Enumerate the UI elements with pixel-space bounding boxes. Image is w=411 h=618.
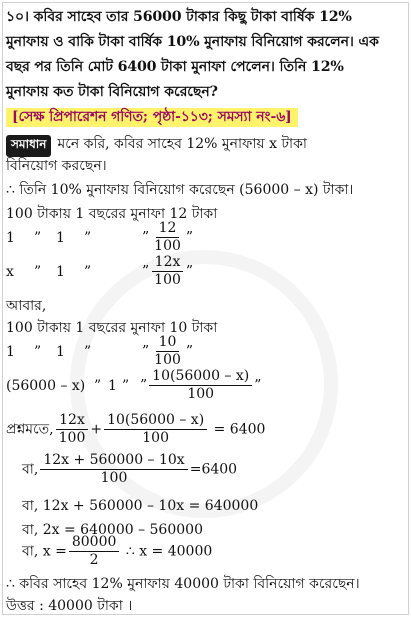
row2-year: 1 xyxy=(56,263,65,280)
equation-2 xyxy=(22,452,237,487)
row2-ditto-2: ” xyxy=(84,263,92,280)
row4-denominator: 100 xyxy=(187,386,215,402)
row1-amount: 1 xyxy=(6,229,15,246)
eq1-fraction-2 xyxy=(104,412,207,447)
ratio-row-3 xyxy=(6,334,193,369)
row1-fraction xyxy=(151,220,184,255)
equation-4: বা, 2x = 640000 – 560000 xyxy=(22,522,203,538)
row4-year: 1 xyxy=(108,377,117,394)
row1-numerator: 12 xyxy=(156,220,180,238)
row1-year: 1 xyxy=(56,229,65,246)
row4-ditto-4: ” xyxy=(254,377,262,394)
row4-ditto-3: ” xyxy=(140,377,148,394)
row3-fraction xyxy=(151,334,184,369)
row4-fraction xyxy=(149,368,252,403)
eq2-rhs: =6400 xyxy=(189,461,238,478)
eq1-den-1: 100 xyxy=(58,430,86,446)
ratio-row-1 xyxy=(6,220,193,255)
row2-ditto-4: ” xyxy=(185,263,194,280)
row4-ditto-1: ” xyxy=(94,377,102,394)
question-line-4: মুনাফায় কত টাকা বিনিয়োগ করেছেন? xyxy=(6,84,218,100)
question-line-3: বছর পর তিনি মোট 6400 টাকা মুনাফা পেলেন। তিনি 12% xyxy=(6,59,344,75)
row1-ditto-3: ” xyxy=(142,229,150,246)
eq1-den-2: 100 xyxy=(142,430,169,446)
solution-badge: সমাধান xyxy=(6,135,51,157)
eq5-fraction xyxy=(69,534,120,569)
row2-denominator: 100 xyxy=(154,272,181,288)
question-line-2: মুনাফায় ও বাকি টাকা বার্ষিক 10% মুনাফায় বিনিয়োগ করলেন। এক xyxy=(6,34,379,50)
row3-ditto-3: ” xyxy=(142,343,150,360)
row2-numerator: 12x xyxy=(152,254,184,272)
again-label: আবার, xyxy=(6,298,47,314)
eq1-rhs: = 6400 xyxy=(213,421,266,438)
eq5-denominator: 2 xyxy=(89,552,99,568)
row2-ditto-1: ” xyxy=(34,263,42,280)
row2-ditto-3: ” xyxy=(142,263,150,280)
row1-ditto-2: ” xyxy=(84,229,92,246)
eq5-result: ∴ x = 40000 xyxy=(125,543,213,560)
solution-line-4: 100 টাকায় 1 বছরের মুনাফা 12 টাকা xyxy=(6,206,218,222)
eq5-label: বা, x = xyxy=(22,543,67,560)
row3-denominator: 100 xyxy=(154,352,181,368)
eq2-numerator: 12x + 560000 – 10x xyxy=(40,452,187,470)
question-line-1: ১০। কবির সাহেব তার 56000 টাকার কিছু টাকা বার্ষিক 12% xyxy=(6,9,352,25)
ratio-row-4 xyxy=(6,368,261,403)
solution-line-5: 100 টাকায় 1 বছরের মুনাফা 10 টাকা xyxy=(6,320,218,336)
row3-amount: 1 xyxy=(6,343,15,360)
conclusion: ∴ কবির সাহেব 12% মুনাফায় 40000 টাকা বিনিয়োগ করেছেন। xyxy=(6,576,360,592)
row3-ditto-4: ” xyxy=(185,343,194,360)
row4-ditto-2: ” xyxy=(122,377,130,394)
ratio-row-2 xyxy=(6,254,193,289)
row1-ditto-1: ” xyxy=(34,229,42,246)
row1-ditto-4: ” xyxy=(185,229,194,246)
eq1-plus: + xyxy=(90,421,103,438)
answer: উত্তর : 40000 টাকা । xyxy=(6,598,133,614)
equation-1 xyxy=(6,412,265,447)
eq5-numerator: 80000 xyxy=(69,534,120,552)
row3-ditto-1: ” xyxy=(34,343,42,360)
solution-line-3: ∴ তিনি 10% মুনাফায় বিনিয়োগ করেছেন (56000 – x) টাকা। xyxy=(6,182,354,198)
row2-amount: x xyxy=(6,263,14,280)
eq1-fraction-1 xyxy=(56,412,89,447)
eq2-denominator: 100 xyxy=(100,470,128,486)
row1-denominator: 100 xyxy=(154,238,181,254)
eq2-label: বা, xyxy=(22,461,39,478)
row4-numerator: 10(56000 – x) xyxy=(149,368,252,386)
reference-text: [সেক্ষ প্রিপারেশন গণিত; পৃষ্ঠা-১১৩; সমস্যা নং-৬] xyxy=(6,108,298,127)
row2-fraction xyxy=(151,254,184,289)
eq1-num-2: 10(56000 – x) xyxy=(104,412,207,430)
reference-banner xyxy=(6,105,298,129)
eq1-label: প্রশ্নমতে, xyxy=(6,421,54,438)
row3-ditto-2: ” xyxy=(84,343,92,360)
solution-text-1: মনে করি, কবির সাহেব 12% মুনাফায় x টাকা xyxy=(57,136,307,152)
row3-year: 1 xyxy=(56,343,65,360)
row3-numerator: 10 xyxy=(156,334,180,352)
row4-amount: (56000 – x) xyxy=(6,377,86,394)
equation-3: বা, 12x + 560000 – 10x = 640000 xyxy=(22,498,259,514)
equation-5 xyxy=(22,534,212,569)
eq2-fraction xyxy=(40,452,187,487)
solution-line-2: বিনিয়োগ করছেন। xyxy=(6,158,107,174)
eq1-num-1: 12x xyxy=(56,412,88,430)
